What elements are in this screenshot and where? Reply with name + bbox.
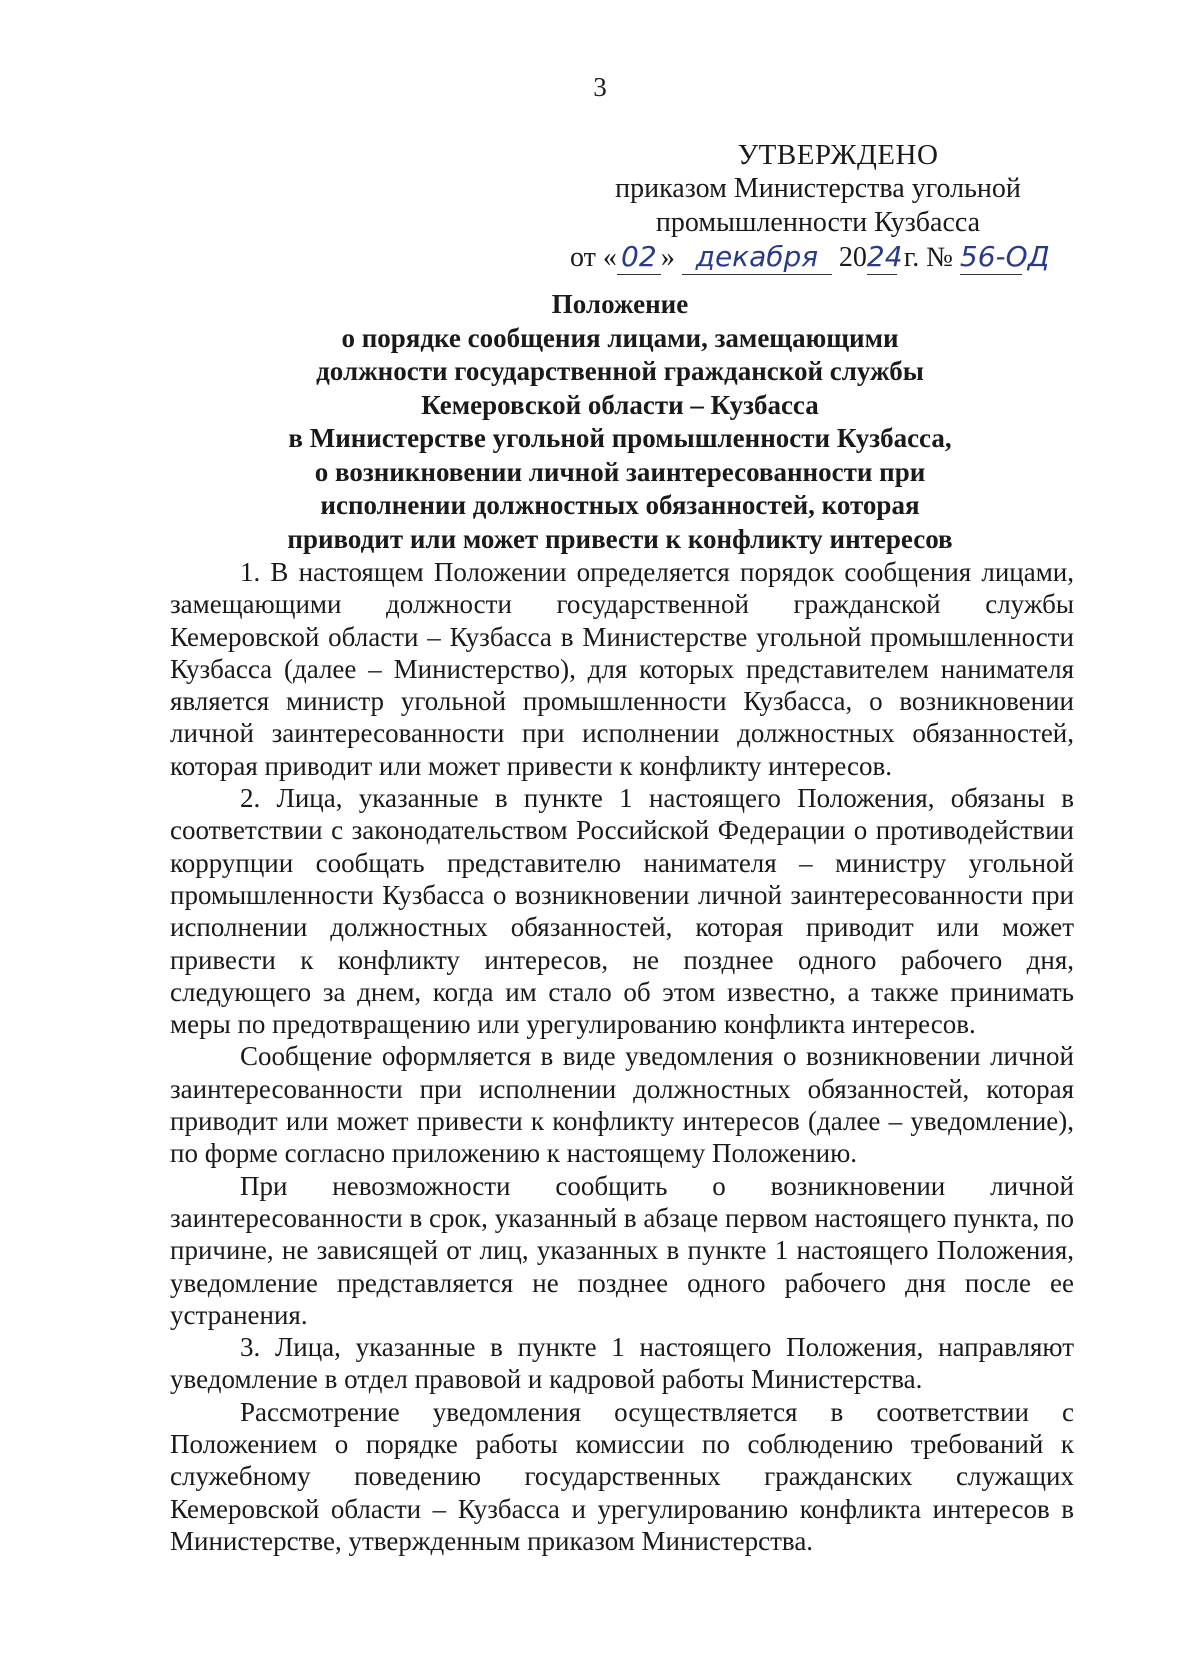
title-line: должности государственной гражданской службы [316, 356, 924, 386]
page-number: 3 [593, 72, 607, 102]
title-line: исполнении должностных обязанностей, которая [320, 490, 920, 520]
title-line: в Министерстве угольной промышленности Кузбасса, [288, 423, 952, 453]
handwritten-order-number: 56-ОД [959, 240, 1050, 273]
title-line: Кемеровской области – Кузбасса [421, 389, 819, 420]
title-line: о порядке сообщения лицами, замещающими [341, 322, 899, 353]
handwritten-year: 24 [866, 240, 903, 273]
approval-date-line [570, 240, 1058, 275]
paragraph-2: 2. Лица, указанные в пункте 1 настоящего Положения, обязаны в соответствии с законодательством Российской Федерации о противодействии коррупции сообщать представителю нанимателя – министру угольной промышленности Кузбасса о возникновении личной заинтересованности при исполнении должностных обязанностей, которая приводит или может привести к конфликту интересов, не позднее одного рабочего дня, следующего за днем, когда им стало об этом известно, а также принимать меры по предотвращению или урегулированию конфликта интересов. [170, 783, 1074, 1040]
approval-line-2: промышленности Кузбасса [655, 207, 981, 238]
date-year-prefix: 20 [838, 242, 867, 273]
approval-title: УТВЕРЖДЕНО [737, 139, 939, 171]
paragraph-2-form: Сообщение оформляется в виде уведомления о возникновении личной заинтересованности при исполнении должностных обязанностей, которая приводит или может привести к конфликту интересов (далее – уведомление), по форме согласно приложению к настоящему Положению. [170, 1041, 1074, 1169]
handwritten-day: 02 [617, 240, 661, 275]
paragraph-3: 3. Лица, указанные в пункте 1 настоящего Положения, направляют уведомление в отдел правовой и кадровой работы Министерства. [170, 1332, 1074, 1395]
approval-block [570, 138, 1058, 275]
document-body [170, 556, 1074, 1557]
paragraph-3-review: Рассмотрение уведомления осуществляется в соответствии с Положением о порядке работы комиссии по соблюдению требований к служебному поведению государственных гражданских служащих Кемеровской области – Кузбасса и урегулированию конфликта интересов в Министерстве, утвержденным приказом Министерства. [170, 1396, 1074, 1556]
title-line: приводит или может привести к конфликту интересов [287, 523, 953, 554]
title-line: о возникновении личной заинтересованности при [314, 456, 926, 487]
date-prefix: от « [570, 242, 617, 273]
approval-line-1: приказом Министерства угольной [615, 173, 1021, 204]
date-mid: » [660, 242, 675, 273]
title-line: Положение [551, 289, 689, 319]
paragraph-2-impossibility: При невозможности сообщить о возникновении личной заинтересованности в срок, указанный в абзаце первом настоящего пункта, по причине, не зависящей от лиц, указанных в пункте 1 настоящего Положения, уведомление представляется не позднее одного рабочего дня после ее устранения. [170, 1170, 1074, 1330]
date-after-year: г. № [903, 242, 953, 273]
handwritten-month: декабря [682, 240, 832, 275]
document-title [180, 288, 1060, 556]
paragraph-1: 1. В настоящем Положении определяется порядок сообщения лицами, замещающими должности государственной гражданской службы Кемеровской области – Кузбасса в Министерстве угольной промышленности Кузбасса (далее – Министерство), для которых представителем нанимателя является министр угольной промышленности Кузбасса, о возникновении личной заинтересованности при исполнении должностных обязанностей, которая приводит или может привести к конфликту интересов. [170, 557, 1074, 781]
